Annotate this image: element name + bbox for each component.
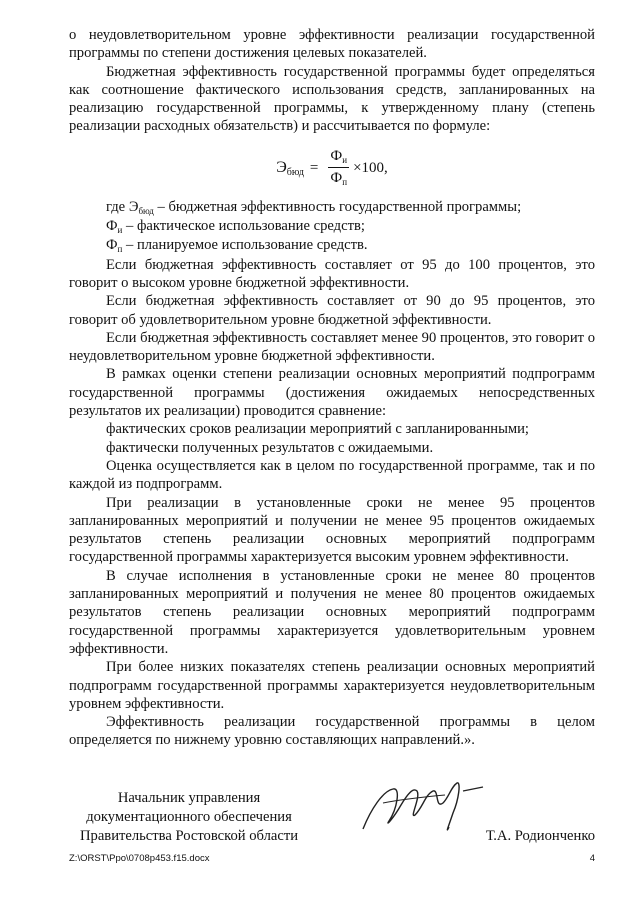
definition-1-symbol: Э [128,198,139,215]
signatory-title [69,789,309,846]
signatory-title-line-3: Правительства Ростовской области [79,828,299,844]
signatory-name: Т.А. Родионченко [485,828,595,844]
paragraph-5: Если бюджетная эффективность составляет менее 90 процентов, это говорит о неудовлетворительном уровне бюджетной эффективности. [69,329,595,365]
formula-numerator [328,147,349,168]
signatory-title-line-2: документационного обеспечения [86,809,292,825]
formula-lhs: Э [276,158,287,176]
signatory-title-line-1: Начальник управления [117,790,261,806]
paragraph-3: Если бюджетная эффективность составляет от 95 до 100 процентов, это говорит о высоком уровне бюджетной эффективности. [69,256,595,291]
definition-1 [69,198,595,217]
handwritten-signature [353,769,493,841]
formula-fraction [328,147,349,189]
definition-2-subscript: и [117,225,123,236]
definition-2-symbol: Ф [106,218,118,235]
page-number: 4 [589,853,595,864]
paragraph-7: фактических сроков реализации мероприятий с запланированными; [106,421,529,438]
paragraph-13: Эффективность реализации государственной программы в целом определяется по нижнему уровню составляющих направлений.». [69,714,595,749]
paragraph-6: В рамках оценки степени реализации основных мероприятий подпрограмм государственной программы (достижения ожидаемых непосредственных результатов их реализации) проводится сравнение: [69,366,595,420]
paragraph-9: Оценка осуществляется как в целом по государственной программе, так и по каждой из подпрограмм. [69,457,595,493]
paragraph-11: В случае исполнения в установленные сроки не менее 80 процентов запланированных мероприятий и получения не менее 80 процентов ожидаемых результатов степень реализации основных мероприятий подпрограмм государственной программы характеризуется удовлетворительным уровнем эффективности. [69,567,595,657]
definition-1-text: – бюджетная эффективность государственной программы; [153,198,522,215]
definition-3-symbol: Ф [106,237,118,254]
formula-tail: ×100, [353,159,388,176]
paragraph-1: о неудовлетворительном уровне эффективности реализации государственной программы по степени достижения целевых показателей. [69,27,595,62]
definition-3-subscript: п [117,244,123,255]
file-path: Z:\ORST\Ppo\0708p453.f15.docx [69,853,210,864]
formula-equals: = [309,159,319,176]
denominator-subscript: п [342,177,348,188]
definition-3 [69,236,595,255]
definition-1-subscript: бюд [138,205,154,216]
budget-efficiency-formula [69,141,595,195]
definition-3-text: – планируемое использование средств. [122,237,368,254]
paragraph-4: Если бюджетная эффективность составляет от 90 до 95 процентов, это говорит об удовлетворительном уровне бюджетной эффективности. [69,293,595,328]
numerator-symbol: Ф [330,147,343,164]
definition-where: где [106,198,129,215]
paragraph-8: фактически полученных результатов с ожидаемыми. [106,439,434,456]
formula-lhs-subscript: бюд [286,166,304,178]
numerator-subscript: и [342,154,348,165]
denominator-symbol: Ф [330,170,343,187]
paragraph-12: При более низких показателях степень реализации основных мероприятий подпрограмм государственной программы характеризуется неудовлетворительным уровнем эффективности. [69,659,595,712]
document-body [69,26,595,750]
definition-2 [69,217,595,236]
paragraph-2: Бюджетная эффективность государственной программы будет определяться как соотношение фактического использования средств, запланированных на реализацию государственной программы, к утвержденному плану (степень реализации расходных обязательств) и рассчитывается по формуле: [69,63,595,135]
formula-denominator [328,168,349,188]
paragraph-10: При реализации в установленные сроки не менее 95 процентов запланированных мероприятий и получении не менее 95 процентов ожидаемых результатов степень реализации основных мероприятий подпрограмм государственной программы характеризуется высоким уровнем эффективности. [69,494,595,566]
definition-2-text: – фактическое использование средств; [122,218,365,235]
